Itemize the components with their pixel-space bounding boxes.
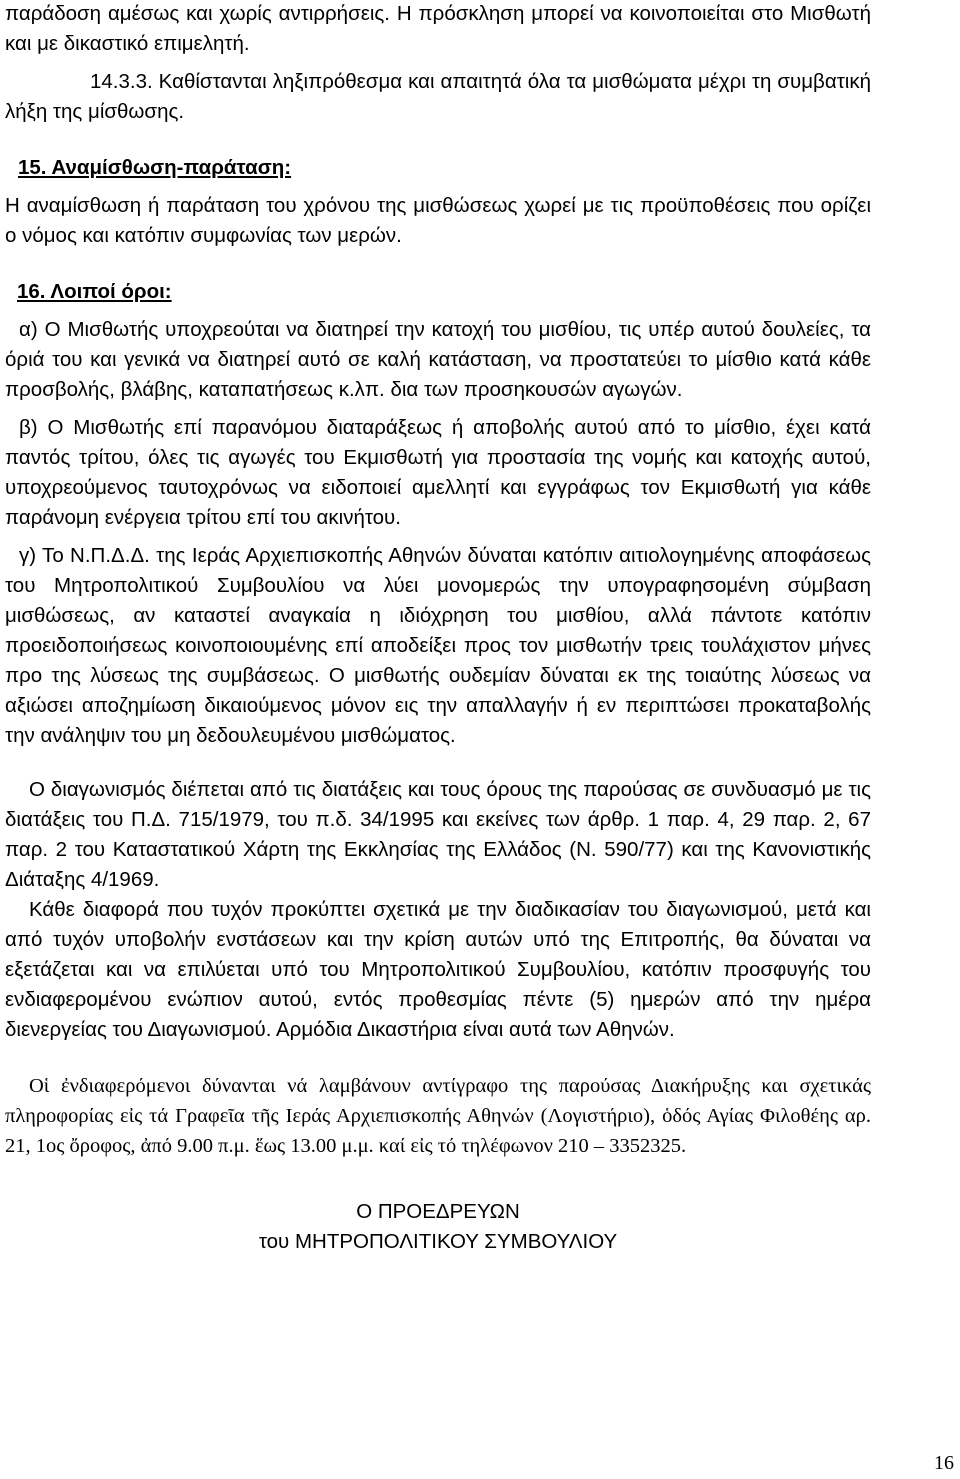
section-15-heading: 15. Αναμίσθωση-παράταση: [18, 156, 292, 179]
section-16-item-c: γ) Το Ν.Π.Δ.Δ. της Ιεράς Αρχιεπισκοπής Αθηνών δύναται κατόπιν αιτιολογημένης αποφάσεως του Μητροπολιτικού Συμβουλίου να λύει μονομερώς την υπογραφησομένη σύμβαση μισθώσεως, αν καταστεί αναγκαία η ιδιόχρηση του μισθίου, αλλά πάντοτε κατόπιν προειδοποιήσεως κοινοποιουμένης επί αποδείξει προς τον μισθωτήν τρεις τουλάχιστον μήνες προ της λύσεως της συμβάσεως. Ο μισθωτής ουδεμίαν δύναται εκ της τοιαύτης λύσεως να αξιώσει αποζημίωση δικαιούμενος μόνον εις την απαλλαγήν ή εν περιπτώσει προκαταβολής την ανάληψιν του μη δεδουλευμένου μισθώματος. [5, 544, 871, 747]
signature-council: του ΜΗΤΡΟΠΟΛΙΤΙΚΟΥ ΣΥΜΒΟΥΛΙΟΥ [258, 1230, 618, 1253]
paragraph-disputes: Κάθε διαφορά που τυχόν προκύπτει σχετικά με την διαδικασίαν του διαγωνισμού, μετά και από τυχόν υποβολήν ενστάσεων και την κρίση αυτών υπό της Επιτροπής, θα δύναται να εξετάζεται και να επιλύεται υπό του Μητροπολιτικού Συμβουλίου, κατόπιν προσφυγής του ενδιαφερομένου ενώπιον αυτού, εντός προθεσμίας πέντε (5) ημερών από την ημέρα διενεργείας του Διαγωνισμού. Αρμόδια Δικαστήρια είναι αυτά των Αθηνών. [5, 898, 871, 1041]
document-page [5, 0, 871, 1257]
signature-title: Ο ΠΡΟΕΔΡΕΥΩΝ [356, 1200, 520, 1223]
section-16-item-a: α) Ο Μισθωτής υποχρεούται να διατηρεί την κατοχή του μισθίου, τις υπέρ αυτού δουλείες, τα όριά του και γενικά να διατηρεί αυτό σε καλή κατάσταση, να προστατεύει το μίσθιο κατά κάθε προσβολής, βλάβης, καταπατήσεως κ.λπ. δια των προσηκουσών αγωγών. [5, 318, 871, 401]
paragraph-contact: Οἱ ἐνδιαφερόμενοι δύνανται νά λαμβάνουν αντίγραφο της παρούσας Διακήρυξης και σχετικάς πληροφορίας εἰς τά Γραφεῖα τῆς Ιεράς Αρχιεπισκοπής Αθηνών (Λογιστήριο), ὁδός Αγίας Φιλοθέης αρ. 21, 1ος ὄροφος, ἀπό 9.00 π.μ. ἕως 13.00 μ.μ. καί εἰς τό τηλέφωνον 210 – 3352325. [5, 1075, 871, 1157]
section-16-item-b: β) Ο Μισθωτής επί παρανόμου διαταράξεως ή αποβολής αυτού από το μίσθιο, έχει κατά παντός τρίτου, όλες τις αγωγές του Εκμισθωτή για προστασία της νομής και κατοχής αυτού, υποχρεούμενος ταυτοχρόνως να ειδοποιεί αμελλητί και εγγράφως τον Εκμισθωτή για κάθε παράνομη ενέργεια τρίτου επί του ακινήτου. [5, 416, 871, 529]
paragraph-14-3-3: 14.3.3. Καθίστανται ληξιπρόθεσμα και απαιτητά όλα τα μισθώματα μέχρι τη συμβατική λήξη της μίσθωσης. [5, 70, 871, 123]
section-15-text: Η αναμίσθωση ή παράταση του χρόνου της μισθώσεως χωρεί με τις προϋποθέσεις που ορίζει ο νόμος και κατόπιν συμφωνίας των μερών. [5, 194, 871, 247]
section-16-heading: 16. Λοιποί όροι: [17, 280, 172, 303]
paragraph-delivery: παράδοση αμέσως και χωρίς αντιρρήσεις. Η πρόσκληση μπορεί να κοινοποιείται στο Μισθωτή και με δικαστικό επιμελητή. [5, 2, 871, 55]
paragraph-regulations: Ο διαγωνισμός διέπεται από τις διατάξεις και τους όρους της παρούσας σε συνδυασμό με τις διατάξεις του Π.Δ. 715/1979, του π.δ. 34/1995 και εκείνες των άρθρ. 1 παρ. 4, 29 παρ. 2, 67 παρ. 2 του Καταστατικού Χάρτη της Εκκλησίας της Ελλάδος (Ν. 590/77) και της Κανονιστικής Διάταξης 4/1969. [5, 778, 871, 891]
signature-block [5, 1197, 871, 1257]
page-number: 16 [934, 1452, 954, 1474]
